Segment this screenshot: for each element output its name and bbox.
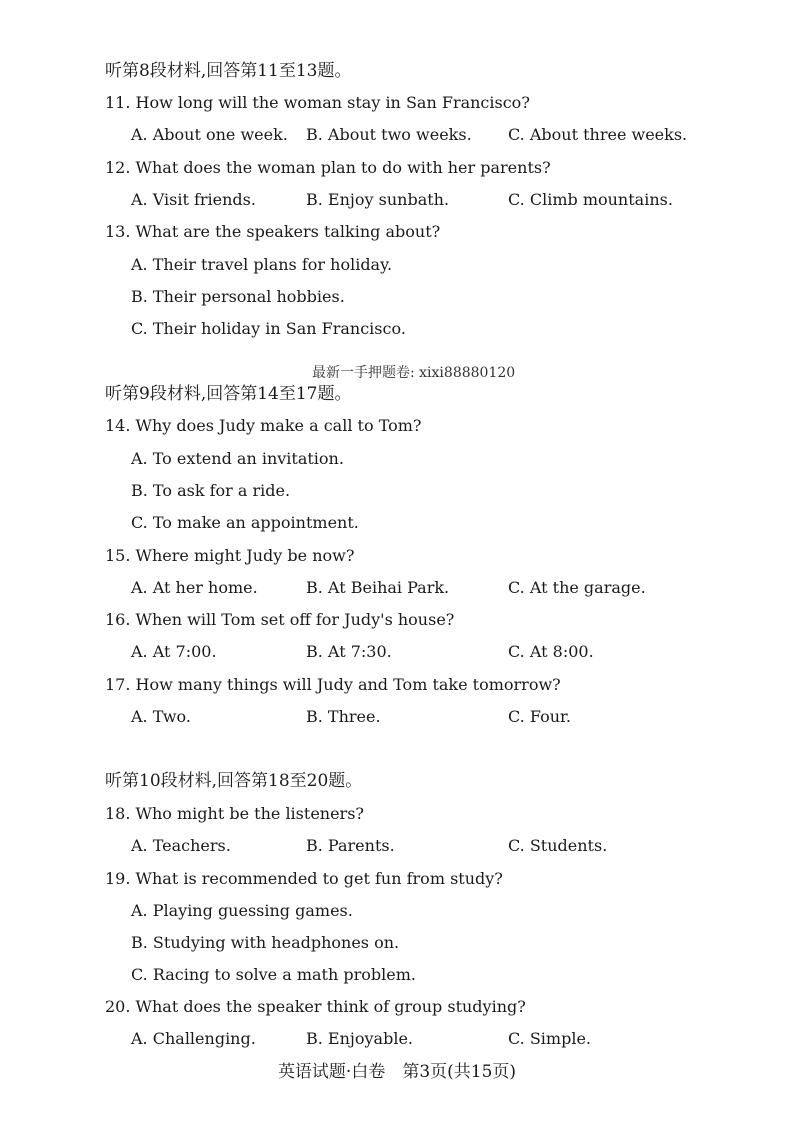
question-13-stem: 13. What are the speakers talking about?	[105, 222, 441, 241]
question-17-stem: 17. How many things will Judy and Tom take tomorrow?	[105, 675, 561, 694]
question-16-stem: 16. When will Tom set off for Judy's house?	[105, 610, 455, 629]
question-19-stem: 19. What is recommended to get fun from study?	[105, 869, 503, 888]
question-19-option-c: C. Racing to solve a math problem.	[131, 965, 416, 984]
question-14-option-b: B. To ask for a ride.	[131, 481, 291, 500]
page-footer: 英语试题·白卷 第3页(共15页)	[277, 1062, 517, 1082]
question-12-option-a: A. Visit friends.	[131, 190, 256, 209]
question-14-stem: 14. Why does Judy make a call to Tom?	[105, 416, 422, 435]
question-15-option-b: B. At Beihai Park.	[306, 578, 450, 597]
question-14-option-c: C. To make an appointment.	[131, 513, 359, 532]
question-15-option-c: C. At the garage.	[508, 578, 646, 597]
question-18-option-c: C. Students.	[508, 836, 608, 855]
section-heading-10: 听第10段材料,回答第18至20题。	[105, 771, 363, 791]
question-19-option-a: A. Playing guessing games.	[131, 901, 353, 920]
question-17-option-c: C. Four.	[508, 707, 571, 726]
question-20-stem: 20. What does the speaker think of group studying?	[105, 997, 526, 1016]
question-19-option-b: B. Studying with headphones on.	[131, 933, 400, 952]
question-16-option-b: B. At 7:30.	[306, 642, 392, 661]
section-heading-9: 听第9段材料,回答第14至17题。	[105, 384, 352, 404]
question-11-stem: 11. How long will the woman stay in San Francisco?	[105, 93, 530, 112]
question-18-stem: 18. Who might be the listeners?	[105, 804, 364, 823]
question-17-option-b: B. Three.	[306, 707, 381, 726]
question-18-option-b: B. Parents.	[306, 836, 395, 855]
question-13-option-a: A. Their travel plans for holiday.	[131, 255, 393, 274]
question-14-option-a: A. To extend an invitation.	[131, 449, 344, 468]
question-15-option-a: A. At her home.	[131, 578, 258, 597]
question-20-option-c: C. Simple.	[508, 1029, 592, 1048]
section-heading-8: 听第8段材料,回答第11至13题。	[105, 61, 352, 81]
question-12-option-b: B. Enjoy sunbath.	[306, 190, 450, 209]
question-12-option-c: C. Climb mountains.	[508, 190, 673, 209]
question-20-option-b: B. Enjoyable.	[306, 1029, 413, 1048]
question-15-stem: 15. Where might Judy be now?	[105, 546, 355, 565]
question-13-option-c: C. Their holiday in San Francisco.	[131, 319, 406, 338]
question-16-option-c: C. At 8:00.	[508, 642, 594, 661]
question-12-stem: 12. What does the woman plan to do with her parents?	[105, 158, 551, 177]
watermark-text: 最新一手押题卷: xixi88880120	[312, 365, 516, 381]
question-13-option-b: B. Their personal hobbies.	[131, 287, 345, 306]
question-17-option-a: A. Two.	[131, 707, 191, 726]
question-11-option-c: C. About three weeks.	[508, 125, 688, 144]
question-16-option-a: A. At 7:00.	[131, 642, 217, 661]
question-18-option-a: A. Teachers.	[131, 836, 231, 855]
question-11-option-b: B. About two weeks.	[306, 125, 472, 144]
question-20-option-a: A. Challenging.	[131, 1029, 256, 1048]
question-11-option-a: A. About one week.	[131, 125, 288, 144]
